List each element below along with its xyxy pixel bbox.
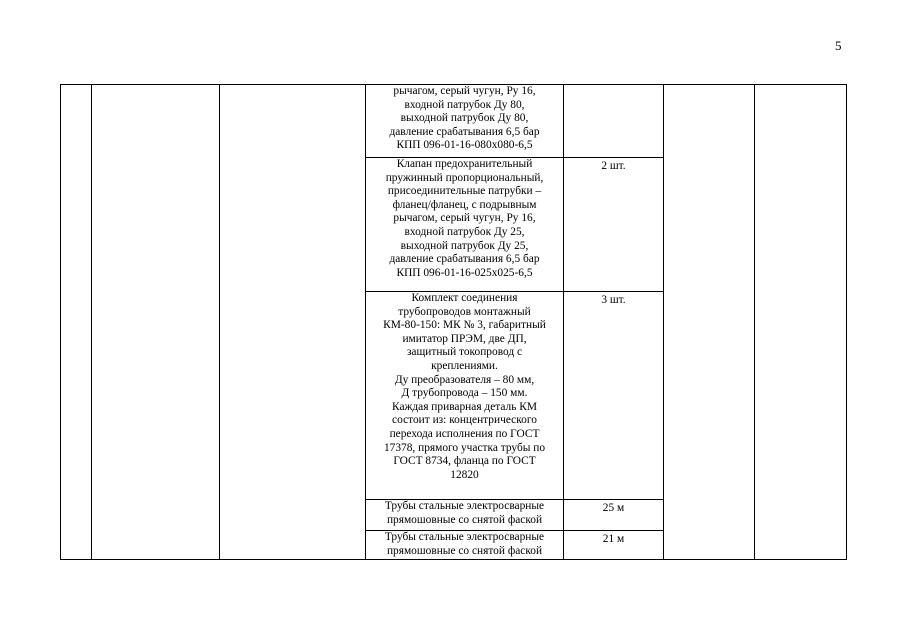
- description-cell: [366, 158, 564, 292]
- description-line: Комплект соединения: [411, 292, 518, 304]
- description-cell: [366, 500, 564, 531]
- description-line: выходной патрубок Ду 25,: [400, 239, 529, 252]
- description-line: Трубы стальные электросварные: [384, 531, 545, 543]
- quantity-cell: [564, 158, 664, 292]
- description-line: прямошовные со снятой фаской: [386, 513, 543, 526]
- number-cell: [61, 85, 92, 560]
- description-line: 12820: [450, 468, 479, 481]
- quantity-cell: [564, 531, 664, 560]
- description-cell: [366, 85, 564, 158]
- description-line: защитный токопровод с: [406, 346, 523, 359]
- description-line: входной патрубок Ду 80,: [404, 98, 525, 111]
- extra-cell: [755, 85, 847, 560]
- description-line: ГОСТ 8734, фланца по ГОСТ: [393, 455, 536, 468]
- specification-table: [60, 84, 847, 560]
- description-line: трубопроводов монтажный: [398, 305, 531, 318]
- quantity-cell: [564, 85, 664, 158]
- description-line: Д трубопровода – 150 мм.: [401, 387, 528, 400]
- description-line: пружинный пропорциональный,: [385, 171, 544, 184]
- table-row: [61, 85, 847, 158]
- description-line: давление срабатывания 6,5 бар: [389, 253, 540, 266]
- description-line: КПП 096-01-16-080х080-6,5: [396, 139, 533, 152]
- description-line: КМ-80-150: МК № 3, габаритный: [383, 319, 546, 332]
- description-line: 17378, прямого участка трубы по: [383, 441, 546, 454]
- quantity-text: 2 шт.: [601, 160, 626, 172]
- name-cell: [92, 85, 220, 560]
- page-number: 5: [835, 38, 842, 53]
- description-line: входной патрубок Ду 25,: [404, 225, 525, 238]
- quantity-text: [564, 85, 663, 87]
- description-line: фланец/фланец, с подрывным: [392, 198, 537, 211]
- characteristics-cell: [220, 85, 366, 560]
- description-line: Каждая приварная деталь КМ: [392, 400, 537, 413]
- description-line: давление срабатывания 6,5 бар: [389, 125, 540, 138]
- description-cell: [366, 292, 564, 500]
- description-line: выходной патрубок Ду 80,: [400, 112, 529, 125]
- quantity-text: 25 м: [602, 502, 625, 514]
- description-line: имитатор ПРЭМ, две ДП,: [402, 332, 527, 345]
- description-line: состоит из: концентрического: [392, 414, 537, 427]
- quantity-text: 3 шт.: [601, 294, 626, 306]
- extra-cell: [664, 85, 755, 560]
- quantity-text: 21 м: [602, 533, 625, 545]
- description-line: перехода исполнения по ГОСТ: [389, 427, 540, 440]
- description-line: рычагом, серый чугун, Ру 16,: [393, 85, 536, 97]
- description-line: Трубы стальные электросварные: [384, 500, 545, 512]
- description-line: присоединительные патрубки –: [387, 185, 542, 198]
- description-line: Ду преобразователя – 80 мм,: [394, 373, 535, 386]
- description-line: прямошовные со снятой фаской: [386, 544, 543, 557]
- description-line: Клапан предохранительный: [396, 158, 533, 170]
- description-line: рычагом, серый чугун, Ру 16,: [393, 212, 536, 225]
- description-line: креплениями.: [431, 359, 498, 372]
- quantity-cell: [564, 292, 664, 500]
- quantity-cell: [564, 500, 664, 531]
- description-cell: [366, 531, 564, 560]
- description-line: КПП 096-01-16-025х025-6,5: [396, 266, 533, 279]
